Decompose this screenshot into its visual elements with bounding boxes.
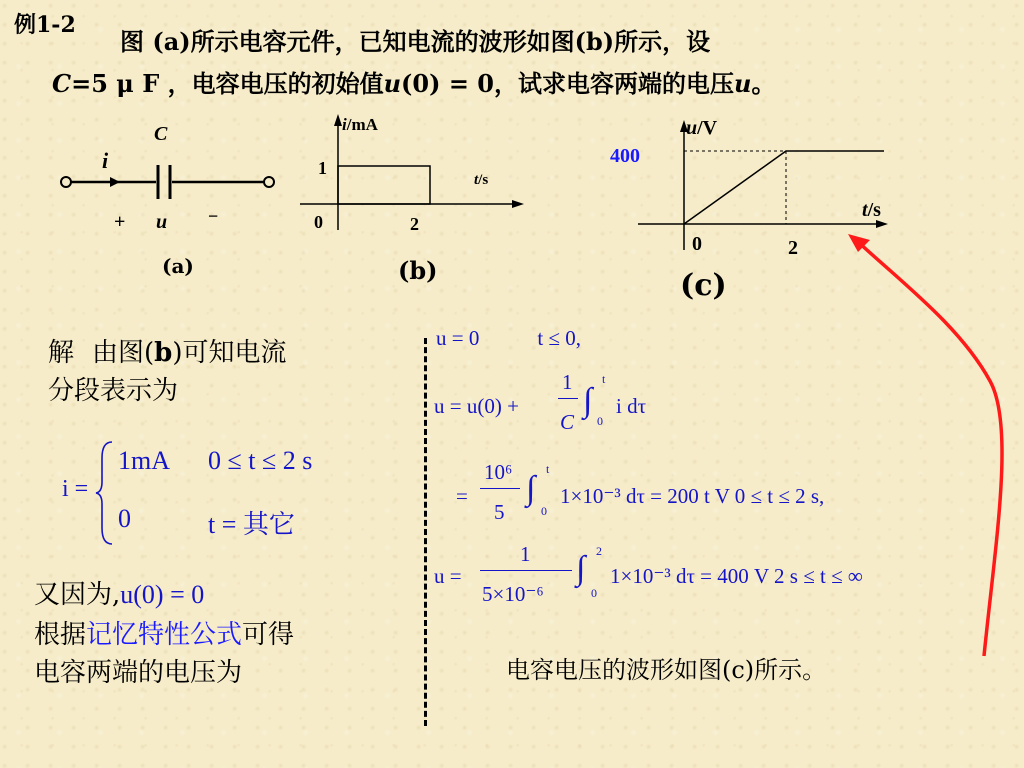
divider-line [424,338,427,726]
eq-2-rest: i dτ [616,394,647,418]
eq-3-den: 5 [494,500,505,524]
eq-3-fraction-bar [480,488,520,489]
integral-sign: ∫ [526,470,536,507]
eq-2-fraction-bar [558,398,578,399]
eq-4-rest: 1×10⁻³ dτ = 400 V 2 s ≤ t ≤ ∞ [610,564,863,588]
red-arrow [840,226,1010,666]
current-pulse [338,166,430,204]
caption-c: (c) [680,268,727,303]
ylabel-b: i/mA [342,115,378,134]
piece-2-value: 0 [118,504,131,533]
solution-intro: 解 由图(b)可知电流 [48,338,287,368]
svg-text:2: 2 [788,237,798,259]
figure-b-current-chart [296,112,536,242]
example-tag: 例1-2 [14,12,76,38]
label-c: C [154,123,168,145]
eq-4-den: 5×10⁻⁶ [482,582,544,606]
eq-4-num: 1 [520,542,531,566]
label-i: i [102,148,109,173]
problem-line-2: C=5 μ F ，电容电压的初始值u(0) = 0，试求电容两端的电压u。 [52,69,776,98]
eq-2-num: 1 [562,370,573,394]
svg-text:2: 2 [410,214,419,234]
label-minus: − [208,206,219,226]
label-u: u [156,211,168,233]
svg-text:1: 1 [318,158,327,178]
eq-3-num: 10⁶ [484,460,513,484]
eq-2-den: C [560,410,575,434]
integral-sign: ∫ [576,550,586,587]
eq-3-lhs: = [456,484,468,508]
label-plus: + [114,211,126,233]
problem-line-1: 图 (a)所示电容元件，已知电流的波形如图(b)所示，设 [120,27,711,56]
xlabel-b: t/s [474,172,489,188]
eq-2-lhs: u = u(0) + [434,394,519,418]
piecewise-lhs: i = [62,476,89,502]
svg-text:0: 0 [692,233,702,255]
tick-400: 400 [610,145,640,167]
piece-1-value: 1mA [118,446,170,475]
piece-1-condition: 0 ≤ t ≤ 2 s [208,446,313,475]
piece-2-condition: t = 其它 [208,510,295,539]
eq-3-rest: 1×10⁻³ dτ = 200 t V 0 ≤ t ≤ 2 s, [560,484,825,508]
eq-4-fraction-bar [480,570,572,571]
eq-4-lhs: u = [434,564,462,588]
solution-intro-2: 分段表示为 [48,376,179,406]
xlabel-c: t/s [862,199,881,221]
caption-b: (b) [398,256,438,285]
also-because: 又因为,u(0) = 0 [34,580,205,610]
integral-sign: ∫ [583,382,593,419]
eq-1: u = 0 t ≤ 0, [436,326,581,350]
caption-a: (a) [162,254,194,278]
by-memory-formula: 根据记忆特性公式可得 [34,620,295,650]
result-label: 电容两端的电压为 [34,658,243,688]
footer-note: 电容电压的波形如图(c)所示。 [506,656,827,684]
svg-text:0: 0 [314,212,323,232]
figure-a-capacitor [50,110,310,250]
piecewise-brace [96,438,116,548]
ylabel-c: u/V [686,117,718,139]
voltage-line [684,151,884,224]
